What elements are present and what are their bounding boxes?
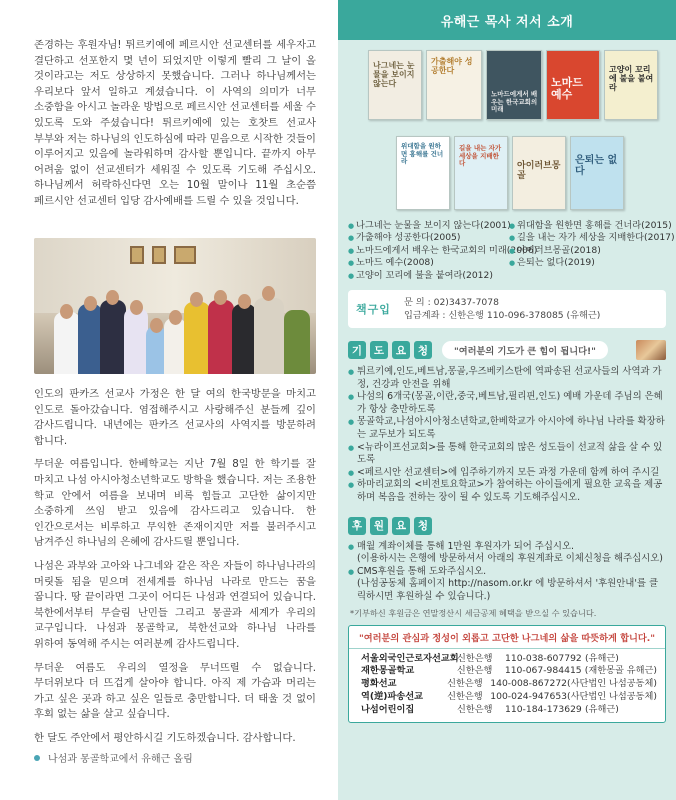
letter-paragraph-2: 인도의 판카즈 선교사 가정은 한 달 여의 한국방문을 마치고 인도로 돌아갔습니다. 염접해주시고 사랑해주신 분들께 깊이 감사드립니다. 내년에는 판카즈 선교사의 사역지를 방문하려 합니다.	[34, 388, 316, 447]
signoff	[34, 750, 193, 765]
support-header	[348, 517, 666, 535]
list-item: ● 고양이 꼬리에 불을 붙여라(2012)	[348, 270, 505, 282]
list-item: ● <페르시안 선교센터>에 입주하기까지 모든 과정 가운데 함께 하여 주시길	[348, 467, 666, 480]
account-row: 재한몽골학교 신한은행 110-067-984415 (재한몽골 유해근)	[361, 665, 657, 677]
account-row: 역(逆)파송선교 신한은행 100-024-947653 (사단법인 나섬공동체)	[361, 690, 657, 702]
order-account: 입금계좌 : 신한은행 110-096-378085 (유해근)	[404, 310, 601, 322]
book-cover[interactable]	[396, 136, 450, 210]
letter-paragraph-3: 무더운 여름입니다. 한베학교는 지난 7월 8일 한 학기를 잘 마치고 나섬 아시아청소년학교도 방학을 했습니다. 저는 조용한 학교 안에서 여름을 보내며 비록 힘들고 고단한 삶이지만 소중하게 쓰임 받고 있음에 감사드리고 있습니다. 한 인간으로서는 비루하고 무익한 존재이지만 저를 불러주시고 남겨주신 하나님의 은혜에 감사드릴 뿐입니다.	[34, 458, 316, 549]
info-column	[338, 0, 676, 800]
signoff-text: 나섬과 몽골학교에서 유해근 올림	[48, 754, 193, 765]
order-phone: 문 의 : 02)3437-7078	[404, 297, 499, 309]
book-cover[interactable]	[454, 136, 508, 210]
book-cover-title: 고양이 꼬리에 불을 붙여라	[609, 65, 654, 92]
prayer-image	[636, 340, 666, 360]
support-sub-1: (이용하시는 은행에 방문하셔서 아래의 후원계좌로 이체신청을 해주십시오)	[357, 553, 663, 565]
prayer-quote: "여러분의 기도가 큰 힘이 됩니다!"	[442, 341, 608, 359]
prayer-header	[348, 340, 666, 360]
list-item: ● 길을 내는 자가 세상을 지배한다(2017)	[509, 232, 666, 244]
book-cover-title: 노마드 예수	[551, 76, 583, 101]
prayer-chip: 도	[370, 341, 388, 359]
group-photo	[34, 238, 316, 374]
book-cover[interactable]	[512, 136, 566, 210]
list-item: ● <뉴라이프선교회>를 통해 한국교회의 많은 성도들이 선교적 삶을 살 수 있도록	[348, 442, 666, 467]
letter-paragraph-4: 나섬은 과부와 고아와 나그네와 같은 작은 자들이 하나님나라의 머릿돌 됨을 믿으며 전세계를 하나님 나라로 만드는 꿈을 꿉니다. 땅 끝이라면 그곳이 어디든 나섬과 연결되어 있습니다. 북한에서부터 무슬림 난민들 그리고 몽골과 세계가 우리의 교구입니다. 나섬과 몽골학교, 북한선교와 하나님 나라를 위하여 동역해 주시는 여러분께 감사드립니다.	[34, 559, 316, 650]
book-cover[interactable]	[570, 136, 624, 210]
list-item: ● 아이러브몽골(2018)	[509, 245, 666, 257]
list-item: ● 위대함을 원한면 홍해를 건너라(2015)	[509, 220, 666, 232]
book-cover[interactable]	[604, 50, 658, 120]
support-list	[348, 541, 666, 554]
book-cover[interactable]	[546, 50, 600, 120]
account-row: 평화선교 신한은행 140-008-867272 (사단법인 나섬공동체)	[361, 678, 657, 690]
book-cover-title: 길을 내는 자가 세상을 지배한다	[459, 144, 502, 167]
account-row: 나섬어린이집 신한은행 110-184-173629 (유해근)	[361, 703, 619, 715]
list-item: ● 매월 계좌이체를 통해 1만원 후원자가 되어 주십시오.	[348, 541, 666, 554]
list-item: ● 나그네는 눈물을 보이지 않는다(2001)	[348, 220, 505, 232]
book-cover[interactable]	[426, 50, 482, 120]
books-header: 유해근 목사 저서 소개	[338, 0, 676, 40]
bullet-icon	[34, 755, 40, 761]
list-item: ● 몽골학교,나섬아시아청소년학교,한베학교가 아시아에 하나님 나라를 확장하는 교두보가 되도록	[348, 416, 666, 441]
account-row: 서울외국인근로자선교회 신한은행 110-038-607792 (유해근)	[361, 652, 619, 664]
order-label: 책구입	[356, 303, 391, 317]
book-cover-title: 가출해야 성공한다	[431, 57, 473, 75]
letter-paragraph-6: 한 달도 주안에서 평안하시길 기도하겠습니다. 감사합니다.	[34, 731, 296, 744]
list-item: ● 은퇴는 없다(2019)	[509, 257, 666, 269]
accounts-box	[348, 625, 666, 723]
book-cover-title: 은퇴는 없다	[575, 155, 618, 177]
book-cover-title: 아이러브몽골	[517, 161, 561, 181]
book-covers	[348, 50, 666, 212]
support-list-2	[348, 566, 666, 579]
letter-lower	[34, 387, 316, 746]
list-item: ● 나섬의 6개국(몽골,이란,중국,베트남,필리핀,인도) 예배 가운데 주님의 은혜가 항상 충만하도록	[348, 391, 666, 416]
list-item: ● 가출해야 성공한다(2005)	[348, 232, 505, 244]
book-cover-title: 나그네는 눈물을 보이지 않는다	[373, 61, 415, 88]
book-order-box	[348, 290, 666, 328]
support-chip: 후	[348, 517, 366, 535]
list-item: ● 튀르키예,인도,베트남,몽골,우즈베키스탄에 역파송된 선교사들의 사역과 가정, 건강과 안전을 위해	[348, 366, 666, 391]
letter-paragraph-5: 무더운 여름도 우리의 열정을 무너뜨릴 수 없습니다. 무더위보다 더 뜨겁게 살아야 합니다. 아직 제 가슴과 머리는 가고 싶은 곳과 하고 싶은 일들로 충만합니다. 더 태울 것 없이 후회 없는 삶을 살고 싶습니다.	[34, 661, 316, 721]
prayer-chip: 청	[414, 341, 432, 359]
support-chip: 요	[392, 517, 410, 535]
list-item: ● 노마드에게서 배우는 한국교회의 미래(2006)	[348, 245, 505, 257]
prayer-chip: 기	[348, 341, 366, 359]
prayer-list	[348, 366, 666, 505]
book-cover[interactable]	[486, 50, 542, 120]
prayer-chip: 요	[392, 341, 410, 359]
list-item: ● 노마드 예수(2008)	[348, 257, 505, 269]
letter-paragraph-1: 존경하는 후원자님! 튀르키예에 페르시안 선교센터를 세우자고 결단하고 선포한지 몇 년이 되었지만 이렇게 빨리 그 날이 올 것이라고는 저도 상상하지 못했습니다. 그러나 하나님께서는 우리보다 앞서 일하고 계셨습니다. 이 사역의 의미가 너무 소중함을 아시고 놀라운 방법으로 페르시안 선교센터를 세울 수 있도록 도와 주셨습니다! 튀르키예에 있는 호찻트 선교사 부부와 저는 하나님의 인도하심에 따라 믿음으로 시작한 것들이 이루어지고 있음에 놀라워하며 감사할 뿐입니다. 끝까지 아무 어려움 없이 선교센터가 세워질 수 있도록 기도해 주십시오. 하나님께서 허락하신다면 오는 10월 말이나 11월 초순쯤 페르시안 선교센터 입당 감사예배를 드릴 수 있을 것입니다.	[34, 39, 316, 207]
accounts-title: "여러분의 관심과 정성이 외롭고 고단한 나그네의 삶을 따뜻하게 합니다."	[349, 626, 665, 649]
list-item: ● 하마리교회의 <비전토요학교>가 참여하는 아이들에게 필요한 교육을 제공하며 복음을 전하는 장이 될 수 있도록 기도해주십시오.	[348, 479, 666, 504]
tax-note: *기부하신 후원금은 연말정산시 세금공제 혜택을 받으실 수 있습니다.	[350, 607, 597, 618]
list-item: ● CMS후원을 통해 도와주십시오.	[348, 566, 666, 579]
support-sub-2: (나섬공동체 홈페이지 http://nasom.or.kr 에 방문하셔서 '후원안내'를 클릭하시면 후원하실 수 있습니다.)	[357, 578, 659, 602]
book-cover-title: 노마드에게서 배우는 한국교회의 미래	[491, 90, 538, 113]
support-chip: 원	[370, 517, 388, 535]
book-list	[348, 220, 675, 282]
book-cover[interactable]	[368, 50, 422, 120]
accounts-list	[349, 649, 665, 722]
book-cover-title: 위대함을 원하면 홍해를 건너라	[401, 142, 444, 165]
support-chip: 청	[414, 517, 432, 535]
